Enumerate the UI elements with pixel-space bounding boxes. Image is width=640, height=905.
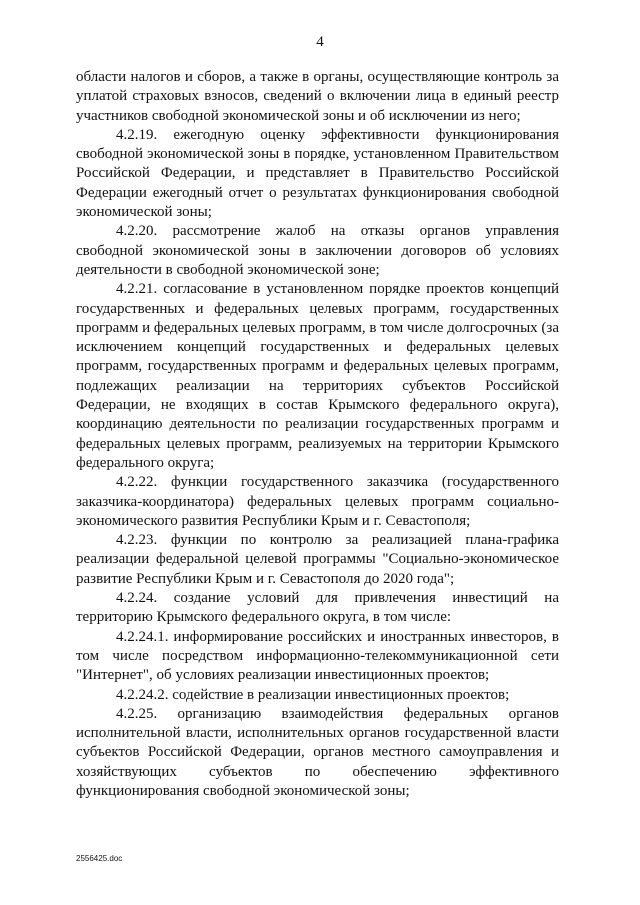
paragraph-4-2-19: 4.2.19. ежегодную оценку эффективности функционирования свободной экономической зоны в порядке, установленном Правительством Российской Федерации, и представляет в Правительство Российской Федерации ежегодный отчет о результатах функционирования свободной экономической зоны; — [76, 126, 559, 221]
paragraph-4-2-24-2: 4.2.24.2. содействие в реализации инвестиционных проектов; — [116, 686, 510, 703]
paragraph-4-2-25: 4.2.25. организацию взаимодействия федеральных органов исполнительной власти, исполнительных органов государственной власти субъектов Российской Федерации, органов местного самоуправления и хозяйствующих субъектов по обеспечению эффективного функционирования свободной экономической зоны; — [76, 705, 559, 799]
footer-doc-id: 2556425.doc — [76, 854, 123, 863]
paragraph-4-2-24-1: 4.2.24.1. информирование российских и иностранных инвесторов, в том числе посредством информационно-телекоммуникационной сети "Интернет", об условиях реализации инвестиционных проектов; — [76, 628, 559, 684]
paragraph-4-2-21: 4.2.21. согласование в установленном порядке проектов концепций государственных и федеральных целевых программ, государственных программ и федеральных целевых программ, в том числе долгосрочных (за исключением концепций государственных и федеральных целевых программ, государственных программ и федеральных целевых программ, подлежащих реализации на территориях субъектов Российской Федерации, не входящих в состав Крымского федерального округа), координацию деятельности по реализации государственных программ и федеральных целевых программ, реализуемых на территории Крымского федерального округа; — [76, 281, 559, 471]
paragraph-4-2-24: 4.2.24. создание условий для привлечения инвестиций на территорию Крымского федерального округа, в том числе: — [76, 590, 559, 626]
page-number: 4 — [316, 34, 324, 50]
paragraph-4-2-20: 4.2.20. рассмотрение жалоб на отказы органов управления свободной экономической зоны в заключении договоров об условиях деятельности в свободной экономической зоне; — [76, 223, 559, 278]
paragraph-4-2-23: 4.2.23. функции по контролю за реализацией плана-графика реализации федеральной целевой программы "Социально-экономическое развитие Республики Крым и г. Севастополя до 2020 года"; — [76, 532, 559, 587]
paragraph-4-2-22: 4.2.22. функции государственного заказчика (государственного заказчика-координатора) федеральных целевых программ социально-экономического развития Республики Крым и г. Севастополя; — [76, 474, 559, 529]
paragraph-continuation: области налогов и сборов, а также в органы, осуществляющие контроль за уплатой страховых взносов, сведений о включении лица в единый реестр участников свободной экономической зоны и об исключении из него; — [76, 69, 559, 124]
document-body — [76, 68, 559, 801]
